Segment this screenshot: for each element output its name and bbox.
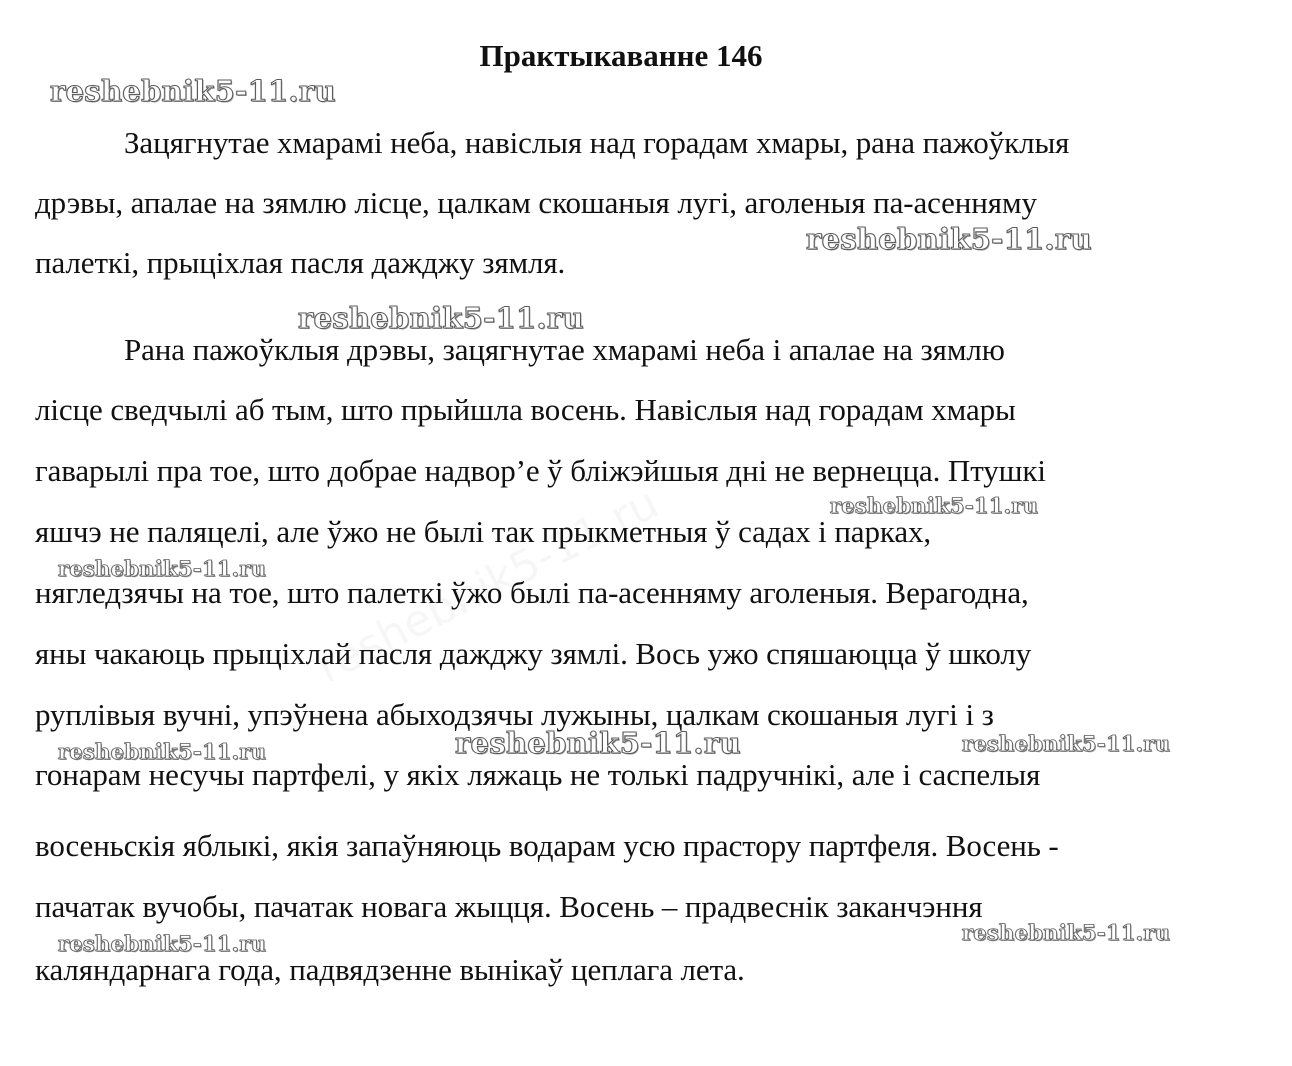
paragraph-2-line-3: гаварылі пра тое, што добрае надвор’е ў бліжэйшыя дні не вернецца. Птушкі	[35, 453, 1046, 488]
watermark: reshebnik5-11.ru	[830, 493, 1039, 518]
paragraph-2-line-1: Рана пажоўклыя дрэвы, зацягнутае хмарамі неба і апалае на зямлю	[124, 332, 1005, 367]
paragraph-2-line-9: восеньскія яблыкі, якія запаўняюць водарам усю прастору партфеля. Восень -	[35, 828, 1059, 863]
watermark: reshebnik5-11.ru	[455, 726, 741, 760]
watermark: reshebnik5-11.ru	[58, 739, 267, 764]
watermark: reshebnik5-11.ru	[962, 920, 1171, 945]
paragraph-2-line-4: яшчэ не паляцелі, але ўжо не былі так прыкметныя ў садах і парках,	[35, 514, 932, 549]
paragraph-1-line-3: палеткі, прыціхлая пасля дажджу зямля.	[35, 245, 566, 280]
paragraph-1-line-1: Зацягнутае хмарамі неба, навіслыя над горадам хмары, рана пажоўклыя	[124, 125, 1070, 160]
paragraph-2-line-5: нягледзячы на тое, што палеткі ўжо былі па-асенняму аголеныя. Верагодна,	[35, 575, 1029, 610]
paragraph-2-line-7: руплівыя вучні, упэўнена абыходзячы лужыны, цалкам скошаныя лугі і з	[35, 697, 994, 732]
paragraph-2-line-6: яны чакаюць прыціхлай пасля дажджу зямлі. Вось ужо спяшаюцца ў школу	[35, 636, 1032, 671]
paragraph-2-line-2: лісце сведчылі аб тым, што прыйшла восень. Навіслыя над горадам хмары	[35, 392, 1016, 427]
paragraph-2-line-10: пачатак вучобы, пачатак новага жыцця. Восень – прадвеснік заканчэння	[35, 889, 983, 924]
watermark: reshebnik5-11.ru	[298, 301, 584, 335]
paragraph-2-line-8: гонарам несучы партфелі, у якіх ляжаць не толькі падручнікі, але і саспелыя	[35, 757, 1041, 792]
watermark: reshebnik5-11.ru	[50, 74, 336, 108]
paragraph-2-line-11: каляндарнага года, падвядзенне вынікаў цеплага лета.	[35, 952, 745, 987]
watermark: reshebnik5-11.ru	[58, 556, 267, 581]
watermark: reshebnik5-11.ru	[58, 931, 267, 956]
watermark: reshebnik5-11.ru	[806, 222, 1092, 256]
paragraph-1-line-2: дрэвы, апалае на зямлю лісце, цалкам скошаныя лугі, аголеныя па-асенняму	[35, 185, 1037, 220]
page-title: Практыкаванне 146	[479, 38, 763, 73]
watermark: reshebnik5-11.ru	[962, 731, 1171, 756]
